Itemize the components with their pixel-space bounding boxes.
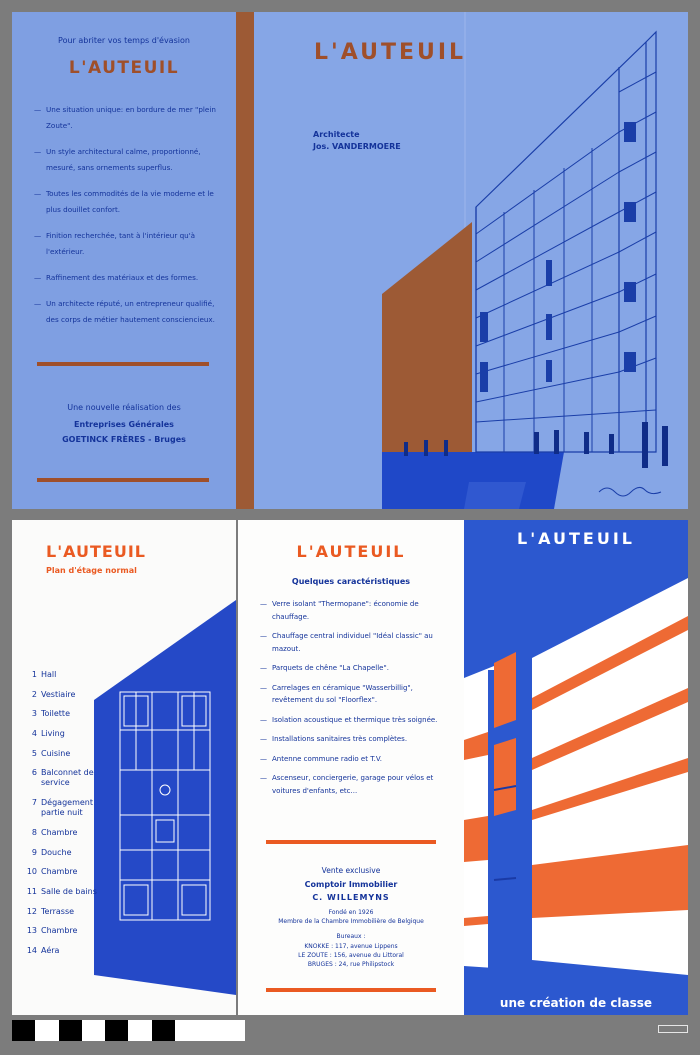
feature-item: — Isolation acoustique et thermique très soignée. bbox=[260, 714, 454, 727]
bullet-item: — Un architecte réputé, un entrepreneur qualifié, des corps de métier hautement consciencieux. bbox=[34, 296, 224, 328]
vente-text: Vente exclusive bbox=[321, 866, 381, 875]
bureaux-text: Bureaux : bbox=[336, 933, 366, 940]
intro-text: Pour abriter vos temps d'évasion bbox=[58, 36, 190, 45]
feature-item: — Carrelages en céramique "Wasserbillig", revêtement du sol "Floorflex". bbox=[260, 682, 454, 707]
scan-color-bar bbox=[12, 1020, 245, 1041]
color-patch bbox=[175, 1020, 198, 1041]
zoute-address: LE ZOUTE : 156, avenue du Littoral bbox=[298, 952, 404, 959]
room-item: 5 Cuisine bbox=[31, 748, 71, 758]
feature-item: — Antenne commune radio et T.V. bbox=[260, 753, 454, 766]
color-patch bbox=[198, 1020, 221, 1041]
rooms-legend bbox=[26, 670, 106, 966]
color-patch bbox=[222, 1020, 245, 1041]
room-item: 13 Chambre bbox=[26, 926, 78, 936]
bullet-item: — Raffinement des matériaux et des formes. bbox=[34, 270, 224, 286]
room-item: 4 Living bbox=[31, 729, 65, 739]
color-patch bbox=[82, 1020, 105, 1041]
room-item: 12 Terrasse bbox=[26, 906, 75, 916]
room-item: 3 Toilette bbox=[31, 709, 70, 719]
characteristics-title: Quelques caractéristiques bbox=[291, 577, 411, 586]
divider bbox=[266, 988, 436, 992]
room-item: 10 Chambre bbox=[26, 867, 78, 877]
bullet-item: — Une situation unique: en bordure de mer "plein Zoute". bbox=[34, 102, 224, 134]
features-panel-brand: L'AUTEUIL bbox=[296, 542, 406, 561]
feature-item: — Verre isolant "Thermopane": économie de chauffage. bbox=[260, 598, 454, 623]
color-patch bbox=[59, 1020, 82, 1041]
room-item: 1 Hall bbox=[31, 670, 57, 679]
room-item: 9 Douche bbox=[31, 847, 72, 857]
goetinck-text: GOETINCK FRÈRES - Bruges bbox=[62, 435, 186, 444]
divider bbox=[37, 478, 209, 482]
realisation-text: Une nouvelle réalisation des bbox=[67, 403, 181, 412]
room-item: 8 Chambre bbox=[31, 827, 78, 837]
characteristics-panel bbox=[238, 520, 464, 1015]
tagline: une création de classe bbox=[499, 996, 653, 1010]
characteristics-list bbox=[260, 598, 454, 804]
plan-panel-brand: L'AUTEUIL bbox=[46, 542, 146, 561]
left-panel-brand: L'AUTEUIL bbox=[68, 58, 180, 78]
bruges-address: BRUGES : 24, rue Philipstock bbox=[307, 961, 395, 968]
plan-title: Plan d'étage normal bbox=[46, 566, 137, 575]
bullet-item: — Finition recherchée, tant à l'intérieur qu'à l'extérieur. bbox=[34, 228, 224, 260]
bullet-item: — Un style architectural calme, proportionné, mesuré, sans ornements superflus. bbox=[34, 144, 224, 176]
room-item: 11 Salle de bains bbox=[26, 886, 97, 896]
building-illustration bbox=[254, 12, 688, 509]
color-patch bbox=[152, 1020, 175, 1041]
divider bbox=[266, 840, 436, 844]
entreprises-text: Entreprises Générales bbox=[74, 420, 174, 429]
top-cover-panel bbox=[254, 12, 688, 509]
bullet-item: — Toutes les commodités de la vie moderne et le plus douillet confort. bbox=[34, 186, 224, 218]
cover-brand: L'AUTEUIL bbox=[314, 40, 467, 65]
abstract-graphic bbox=[464, 520, 688, 1015]
divider bbox=[37, 362, 209, 366]
brown-spine-strip bbox=[236, 12, 254, 509]
room-item: 7 Dégagement partie nuit bbox=[31, 798, 93, 818]
back-cover-brand: L'AUTEUIL bbox=[517, 529, 635, 548]
architect-name: Jos. VANDERMOERE bbox=[313, 142, 401, 151]
room-item: 14 Aéra bbox=[26, 945, 60, 955]
room-item: 2 Vestiaire bbox=[31, 689, 76, 699]
feature-item: — Ascenseur, conciergerie, garage pour vélos et voitures d'enfants, etc... bbox=[260, 772, 454, 797]
color-patch bbox=[12, 1020, 35, 1041]
feature-item: — Chauffage central individuel "Idéal classic" au mazout. bbox=[260, 630, 454, 655]
floor-plan-panel bbox=[12, 520, 236, 1015]
top-left-panel bbox=[12, 12, 236, 509]
room-item: 6 Balconnet de service bbox=[31, 768, 94, 788]
membre-text: Membre de la Chambre Immobilière de Belgique bbox=[278, 918, 424, 925]
willemyns-text: C. WILLEMYNS bbox=[312, 893, 390, 902]
scale-marker bbox=[658, 1025, 688, 1033]
color-patch bbox=[35, 1020, 58, 1041]
features-bullets bbox=[34, 102, 224, 338]
back-cover-panel bbox=[464, 520, 688, 1015]
feature-item: — Parquets de chêne "La Chapelle". bbox=[260, 662, 454, 675]
fonde-text: Fondé en 1926 bbox=[328, 909, 374, 916]
color-patch bbox=[128, 1020, 151, 1041]
knokke-address: KNOKKE : 117, avenue Lippens bbox=[304, 943, 398, 950]
comptoir-text: Comptoir Immobilier bbox=[304, 880, 398, 889]
architect-label: Architecte bbox=[313, 130, 360, 139]
feature-item: — Installations sanitaires très complètes. bbox=[260, 733, 454, 746]
color-patch bbox=[105, 1020, 128, 1041]
